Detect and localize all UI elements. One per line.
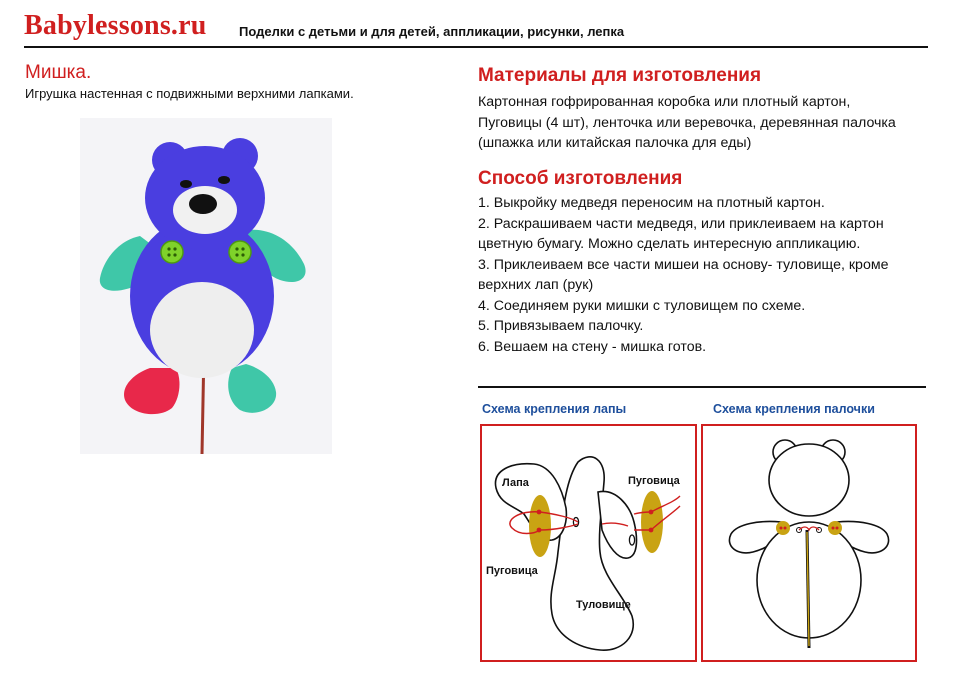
site-logo[interactable]: Babylessons.ru [24, 10, 207, 41]
body-label: Туловище [576, 599, 631, 611]
bear-photo [80, 118, 332, 454]
button-label-right: Пуговица [628, 475, 680, 487]
method-step: 1. Выкройку медведя переносим на плотный картон. [478, 195, 825, 211]
method-heading: Способ изготовления [478, 168, 683, 189]
method-step: 2. Раскрашиваем части медведя, или приклеиваем на картон цветную бумагу. Можно сделать интересную аппликацию. [478, 215, 884, 252]
paw-scheme-title: Схема крепления лапы [482, 402, 627, 416]
method-step: 5. Привязываем палочку. [478, 318, 644, 334]
materials-heading: Материалы для изготовления [478, 65, 762, 86]
method-step: 4. Соединяем руки мишки с туловищем по схеме. [478, 297, 806, 314]
button-label-left: Пуговица [486, 565, 538, 577]
materials-text: Картонная гофрированная коробка или плотный картон, Пуговицы (4 шт), ленточка или веревочка, деревянная палочка (шпажка или китайская палочка для еды) [478, 94, 896, 151]
paw-scheme-diagram [480, 424, 697, 662]
stick-scheme-diagram [701, 424, 917, 662]
stick-scheme-title: Схема крепления палочки [713, 402, 875, 416]
method-step: 6. Вешаем на стену - мишка готов. [478, 338, 707, 355]
site-tagline: Поделки с детьми и для детей, аппликации, рисунки, лепка [239, 24, 625, 39]
method-steps [478, 193, 918, 357]
page-title: Мишка. [25, 62, 92, 83]
paw-label: Лапа [502, 477, 529, 489]
page-subtitle: Игрушка настенная с подвижными верхними лапками. [25, 86, 354, 101]
method-step: 3. Приклеиваем все части мишеи на основу- туловище, кроме верхних лап (рук) [478, 256, 889, 293]
header-divider [24, 46, 928, 48]
scheme-divider [478, 386, 926, 388]
